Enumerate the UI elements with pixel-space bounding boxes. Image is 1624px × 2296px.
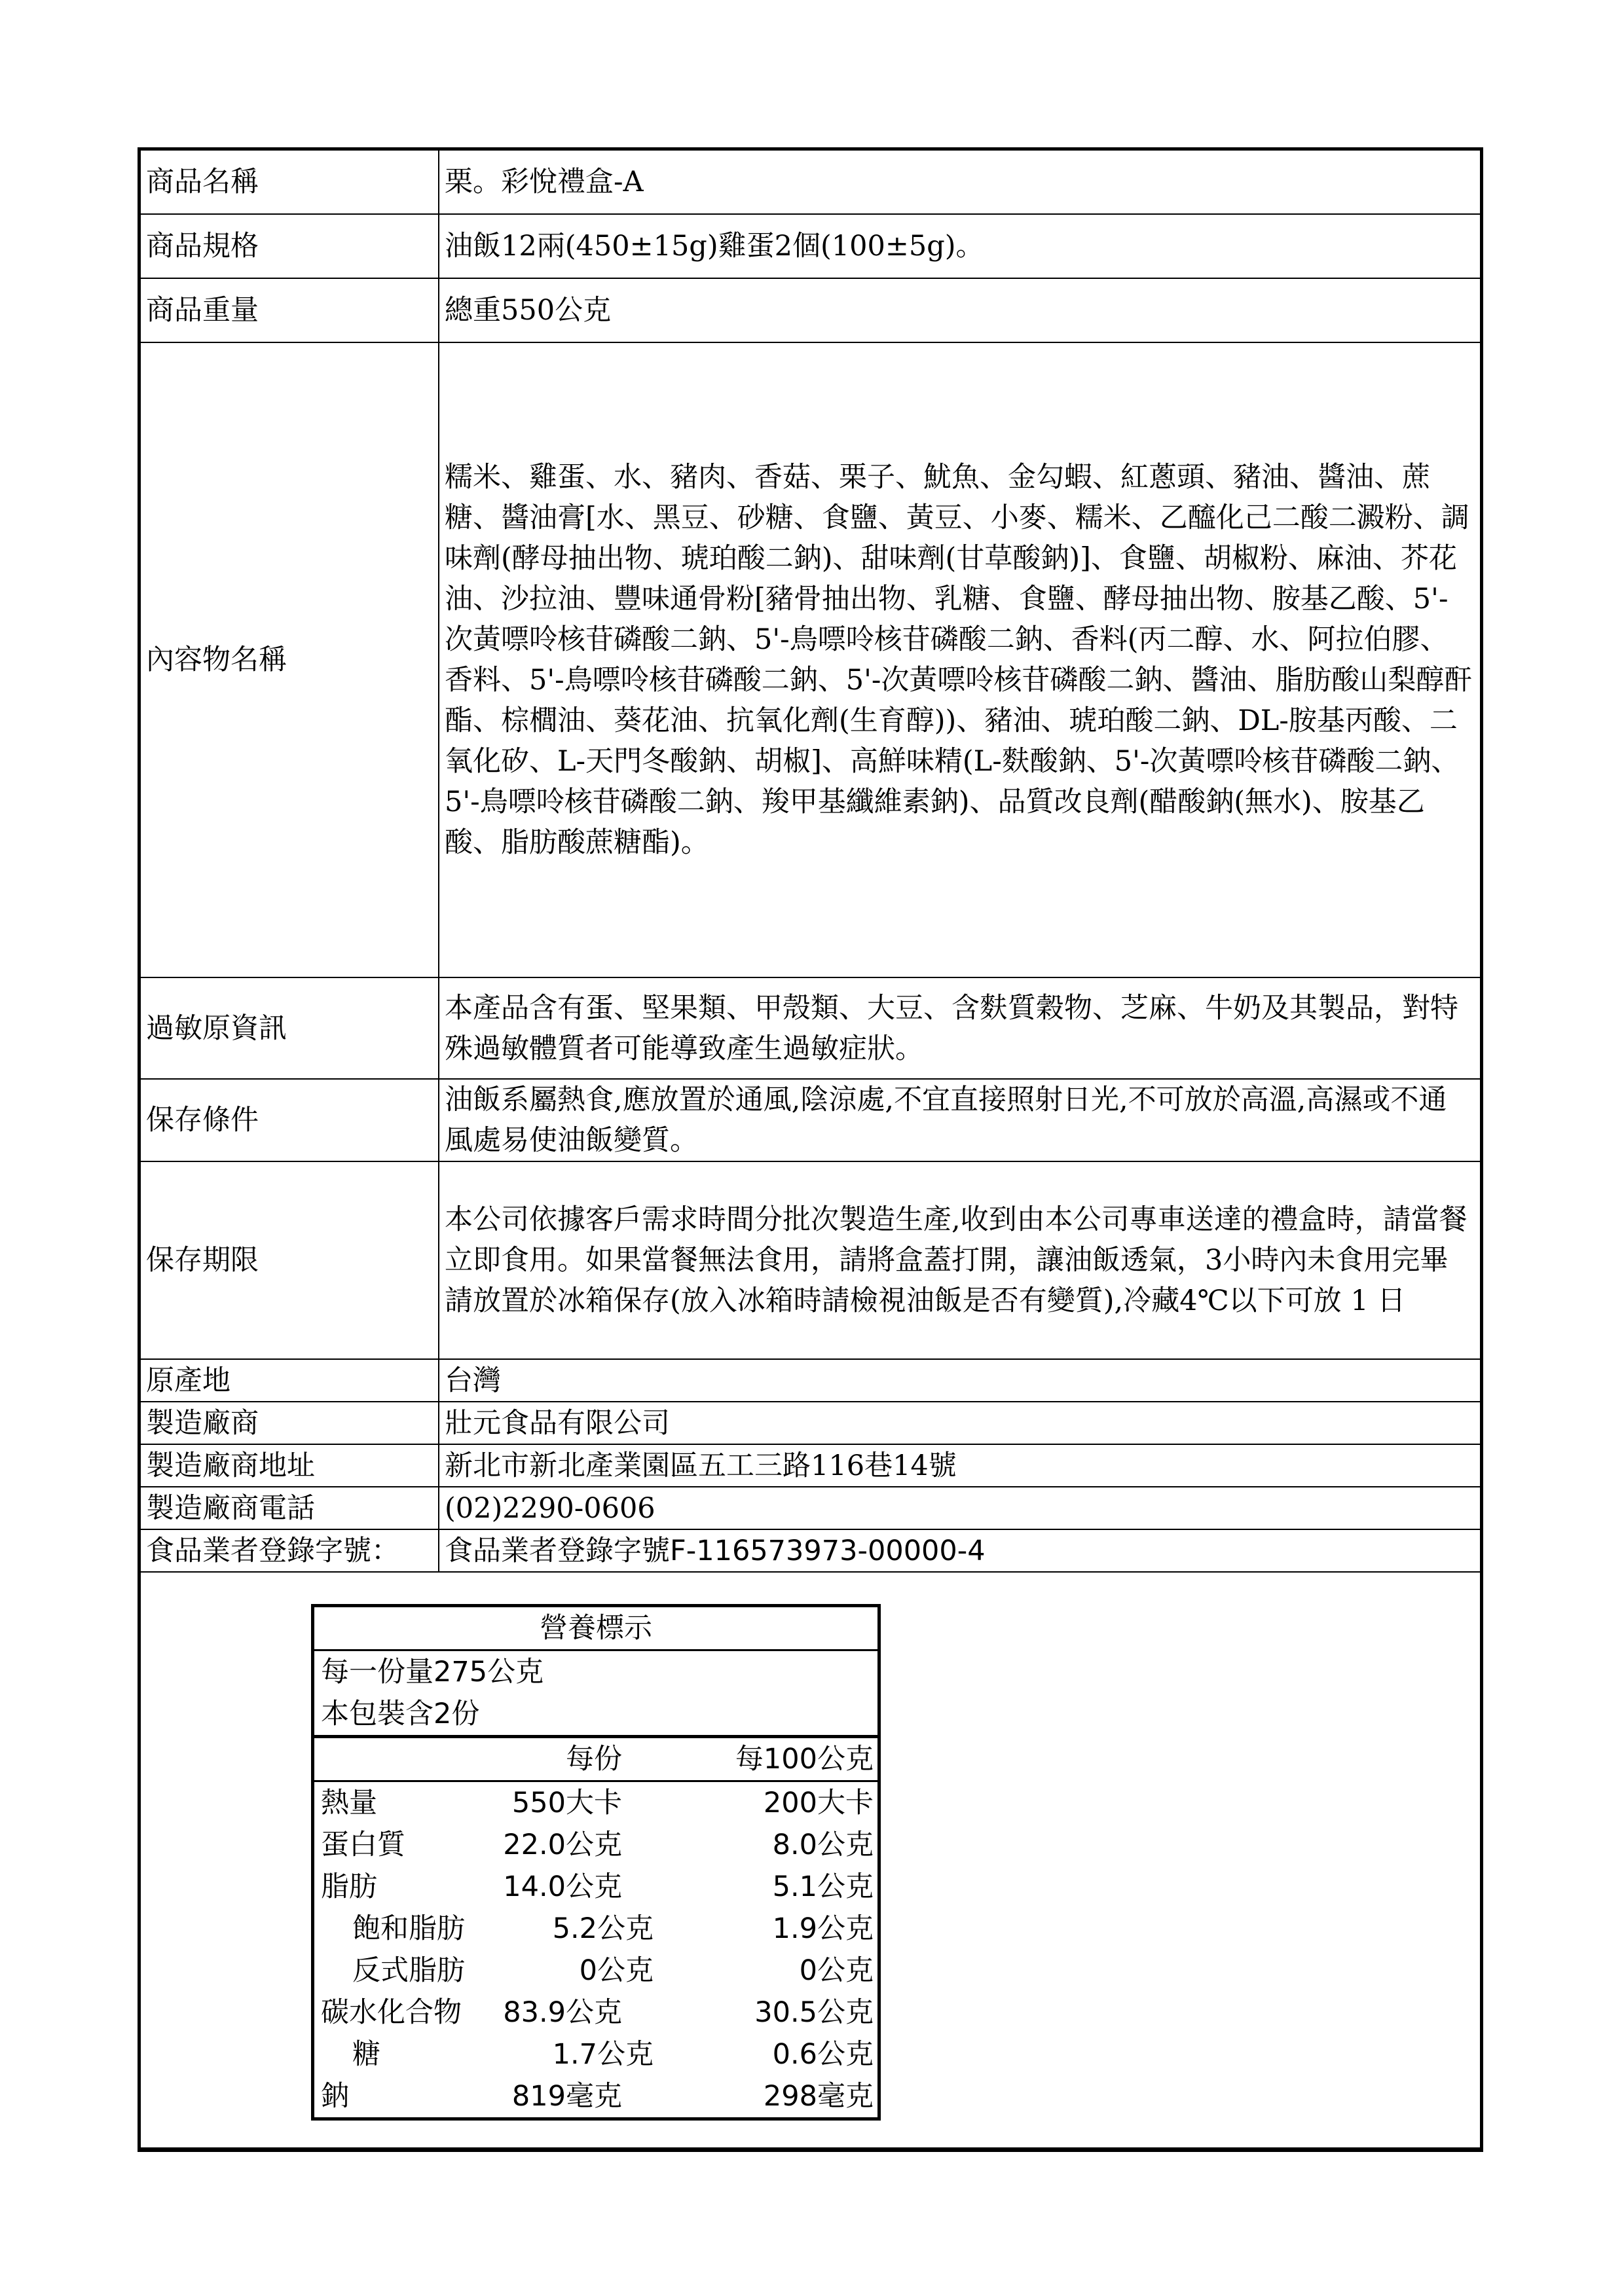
license-prefix: 食品業者登錄字號 — [445, 1534, 670, 1567]
serving-size: 每一份量275公克 — [321, 1656, 544, 1688]
nutrient-row — [314, 1824, 877, 1866]
row-address — [141, 1444, 1480, 1487]
value-product-name: 栗。彩悅禮盒-A — [439, 151, 1480, 214]
value-address: 新北市新北產業園區五工三路116巷14號 — [439, 1444, 1480, 1487]
label-ingredients: 內容物名稱 — [141, 342, 439, 977]
label-allergen: 過敏原資訊 — [141, 977, 439, 1079]
row-storage — [141, 1079, 1480, 1161]
row-allergen — [141, 977, 1480, 1079]
header-per-serving: 每份 — [566, 1743, 622, 1776]
license-code: F-116573973-00000-4 — [670, 1534, 986, 1567]
nutrient-per-100g: 0.6公克 — [772, 2038, 874, 2071]
nutrition-header-blank — [314, 1738, 491, 1780]
row-product-name — [141, 151, 1480, 214]
nutrient-per-serving: 819毫克 — [511, 2080, 622, 2113]
nutrient-per-serving: 22.0公克 — [503, 1829, 622, 1861]
row-origin — [141, 1359, 1480, 1402]
label-shelf-life: 保存期限 — [141, 1161, 439, 1359]
row-shelf-life — [141, 1161, 1480, 1359]
row-license — [141, 1529, 1480, 1572]
row-product-spec — [141, 214, 1480, 278]
nutrient-row — [314, 1782, 877, 1824]
nutrient-name: 反式脂肪 — [352, 1954, 465, 1987]
row-maker — [141, 1402, 1480, 1444]
nutrient-name: 糖 — [352, 2038, 380, 2071]
value-ingredients: 糯米、雞蛋、水、豬肉、香菇、栗子、魷魚、金勾蝦、紅蔥頭、豬油、醬油、蔗糖、醬油膏[水、黑豆、砂糖、食鹽、黃豆、小麥、糯米、乙醯化己二酸二澱粉、調味劑(酵母抽出物、琥珀酸二鈉)、甜味劑(甘草酸鈉)]、食鹽、胡椒粉、麻油、芥花油、沙拉油、豐味通骨粉[豬骨抽出物、乳糖、食鹽、酵母抽出物、胺基乙酸、5'-次黃嘌呤核苷磷酸二鈉、5'-鳥嘌呤核苷磷酸二鈉、香料(丙二醇、水、阿拉伯膠、香料、5'-鳥嘌呤核苷磷酸二鈉、5'-次黃嘌呤核苷磷酸二鈉、醬油、脂肪酸山梨醇酐酯、棕櫚油、葵花油、抗氧化劑(生育醇))、豬油、琥珀酸二鈉、DL-胺基丙酸、二氧化矽、L-天門冬酸鈉、胡椒]、高鮮味精(L-麩酸鈉、5'-次黃嘌呤核苷磷酸二鈉、5'-鳥嘌呤核苷磷酸二鈉、羧甲基纖維素鈉)、品質改良劑(醋酸鈉(無水)、胺基乙酸、脂肪酸蔗糖酯)。 — [439, 342, 1480, 977]
value-origin: 台灣 — [439, 1359, 1480, 1402]
nutrient-name: 熱量 — [321, 1787, 377, 1819]
nutrient-per-100g: 1.9公克 — [772, 1912, 874, 1945]
label-product-spec: 商品規格 — [141, 214, 439, 278]
value-license — [439, 1529, 1480, 1572]
nutrition-header-row — [314, 1735, 877, 1780]
nutrient-row — [314, 2033, 877, 2075]
nutrition-rows — [314, 1780, 877, 2117]
value-product-spec: 油飯12兩(450±15g)雞蛋2個(100±5g)。 — [439, 214, 1480, 278]
nutrient-per-serving: 14.0公克 — [503, 1870, 622, 1903]
nutrient-row — [314, 1908, 877, 1950]
nutrient-name: 脂肪 — [321, 1870, 377, 1903]
nutrient-per-serving: 83.9公克 — [503, 1996, 622, 2029]
nutrition-title: 營養標示 — [314, 1607, 877, 1651]
row-phone — [141, 1487, 1480, 1529]
nutrient-per-serving: 5.2公克 — [552, 1912, 654, 1945]
nutrition-facts-panel — [311, 1604, 881, 2121]
label-maker: 製造廠商 — [141, 1402, 439, 1444]
row-product-weight — [141, 278, 1480, 342]
nutrient-name: 碳水化合物 — [321, 1996, 462, 2029]
header-per-100g: 每100公克 — [735, 1743, 874, 1776]
nutrient-row — [314, 1866, 877, 1908]
nutrient-per-serving: 1.7公克 — [552, 2038, 654, 2071]
label-product-weight: 商品重量 — [141, 278, 439, 342]
nutrient-row — [314, 2075, 877, 2117]
nutrient-per-100g: 30.5公克 — [754, 1996, 874, 2029]
value-shelf-life: 本公司依據客戶需求時間分批次製造生產,收到由本公司專車送達的禮盒時，請當餐立即食用。如果當餐無法食用，請將盒蓋打開，讓油飯透氣，3小時內未食用完畢請放置於冰箱保存(放入冰箱時請檢視油飯是否有變質),冷藏4℃以下可放 1 日 — [439, 1161, 1480, 1359]
label-address: 製造廠商地址 — [141, 1444, 439, 1487]
nutrient-per-100g: 200大卡 — [763, 1787, 874, 1819]
nutrient-per-100g: 298毫克 — [763, 2080, 874, 2113]
nutrient-per-100g: 5.1公克 — [772, 1870, 874, 1903]
label-product-name: 商品名稱 — [141, 151, 439, 214]
label-license: 食品業者登錄字號： — [141, 1529, 439, 1572]
nutrient-row — [314, 1950, 877, 1992]
value-storage: 油飯系屬熱食,應放置於通風,陰涼處,不宜直接照射日光,不可放於高溫,高濕或不通風處易使油飯變質。 — [439, 1079, 1480, 1161]
nutrient-name: 飽和脂肪 — [352, 1912, 465, 1945]
servings-per-package: 本包裝含2份 — [321, 1698, 480, 1730]
nutrient-per-100g: 0公克 — [799, 1954, 874, 1987]
value-phone: (02)2290-0606 — [439, 1487, 1480, 1529]
label-origin: 原產地 — [141, 1359, 439, 1402]
label-phone: 製造廠商電話 — [141, 1487, 439, 1529]
value-allergen: 本產品含有蛋、堅果類、甲殼類、大豆、含麩質穀物、芝麻、牛奶及其製品，對特殊過敏體質者可能導致產生過敏症狀。 — [439, 977, 1480, 1079]
nutrient-name: 鈉 — [321, 2080, 349, 2113]
value-maker: 壯元食品有限公司 — [439, 1402, 1480, 1444]
row-ingredients — [141, 342, 1480, 977]
label-storage: 保存條件 — [141, 1079, 439, 1161]
nutrient-name: 蛋白質 — [321, 1829, 405, 1861]
value-product-weight: 總重550公克 — [439, 278, 1480, 342]
nutrient-row — [314, 1992, 877, 2033]
nutrient-per-100g: 8.0公克 — [772, 1829, 874, 1861]
nutrient-per-serving: 0公克 — [579, 1954, 654, 1987]
nutrient-per-serving: 550大卡 — [511, 1787, 622, 1819]
